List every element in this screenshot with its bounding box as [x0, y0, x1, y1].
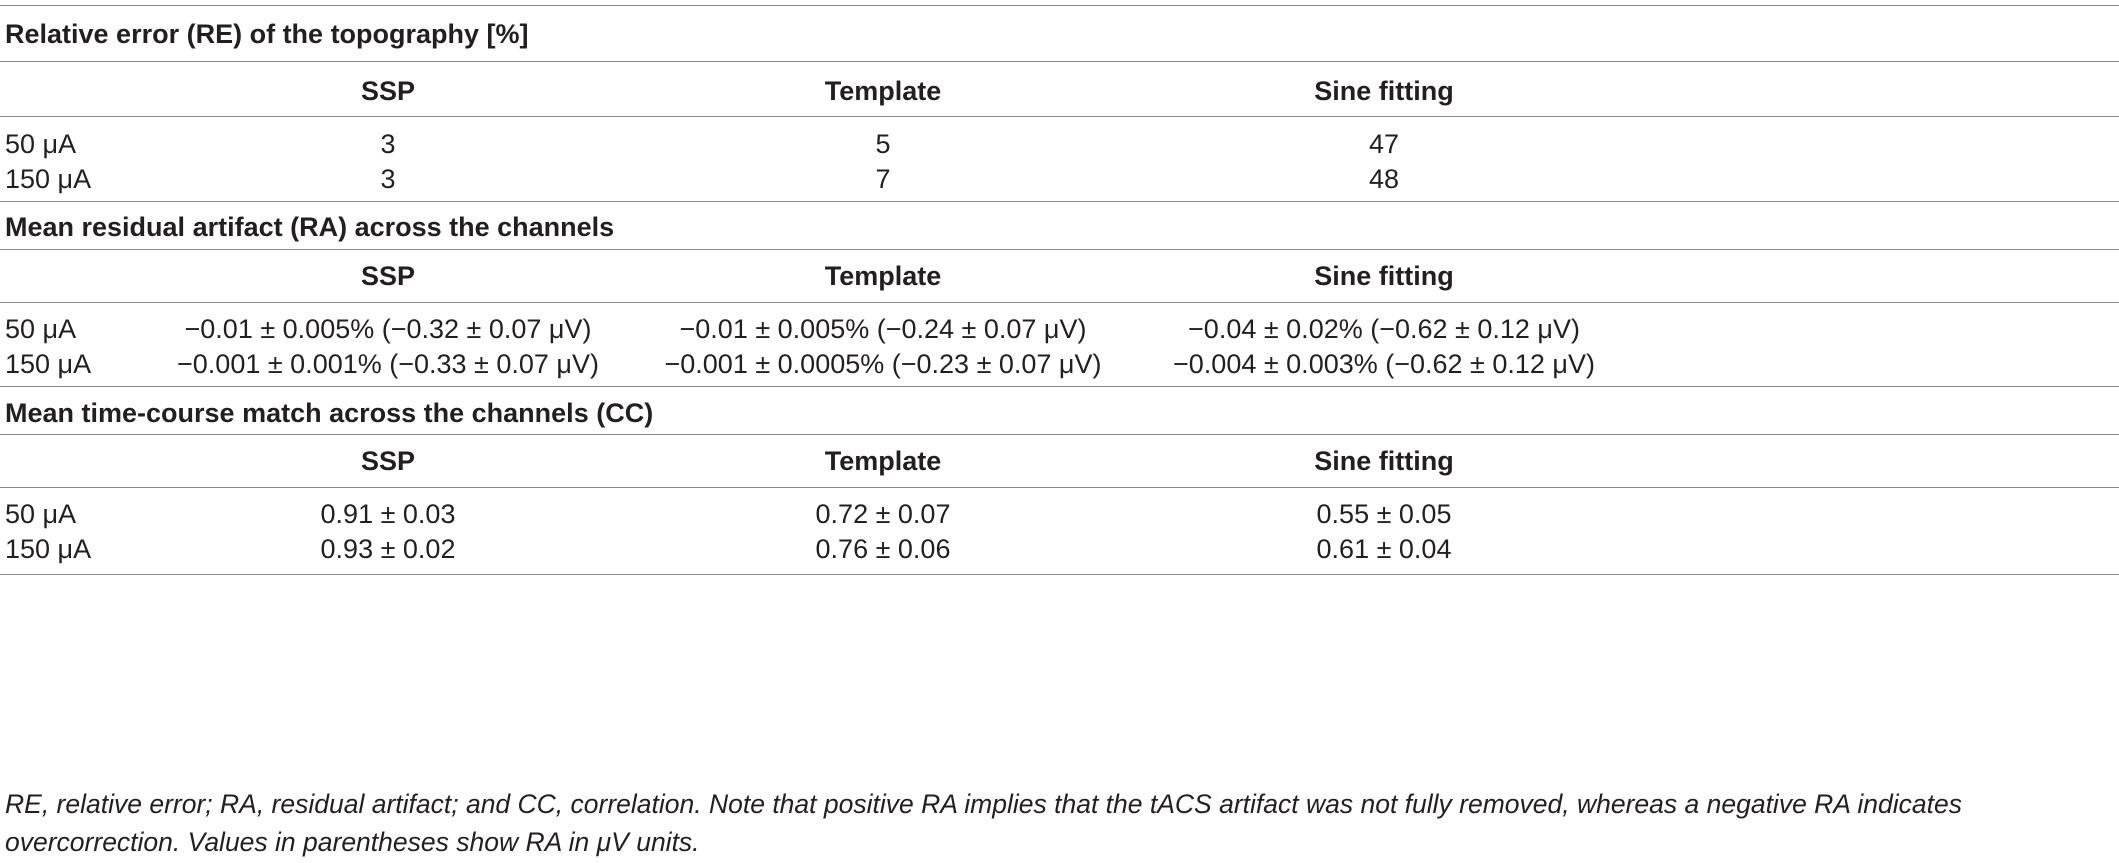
table-footnote: RE, relative error; RA, residual artifact; and CC, correlation. Note that positive RA implies that the tACS artifact was not fully removed, whereas a negative RA indicates overcorrection. Values in parentheses show RA in μV units. — [5, 789, 1962, 857]
table-cell: 47 — [1368, 129, 1400, 159]
table-cell: 0.61 ± 0.04 — [1316, 534, 1452, 564]
table-cell: −0.01 ± 0.005% (−0.32 ± 0.07 μV) — [184, 314, 592, 344]
column-header-sine-fitting: Sine fitting — [1314, 446, 1454, 476]
section-title-time-course-match: Mean time-course match across the channels (CC) — [5, 398, 654, 428]
column-header-ssp: SSP — [360, 261, 416, 291]
section-rule — [0, 386, 2119, 387]
table-top-rule — [0, 5, 2119, 6]
section-title-residual-artifact: Mean residual artifact (RA) across the channels — [5, 212, 615, 242]
table-cell: −0.04 ± 0.02% (−0.62 ± 0.12 μV) — [1188, 314, 1580, 344]
table-cell: −0.01 ± 0.005% (−0.24 ± 0.07 μV) — [679, 314, 1087, 344]
row-label-50ua: 50 μA — [5, 129, 77, 159]
table-cell: 3 — [380, 164, 396, 194]
column-header-template: Template — [824, 261, 942, 291]
section-rule — [0, 61, 2119, 62]
row-label-50ua: 50 μA — [5, 499, 77, 529]
row-label-50ua: 50 μA — [5, 314, 77, 344]
section-rule — [0, 201, 2119, 202]
table-cell: 0.76 ± 0.06 — [815, 534, 951, 564]
header-rule — [0, 302, 2119, 303]
table-cell: −0.001 ± 0.001% (−0.33 ± 0.07 μV) — [177, 349, 599, 379]
table-cell: 0.91 ± 0.03 — [320, 499, 456, 529]
column-header-ssp: SSP — [360, 446, 416, 476]
table-cell: 48 — [1368, 164, 1400, 194]
table-cell: 3 — [380, 129, 396, 159]
table-cell: 0.93 ± 0.02 — [320, 534, 456, 564]
row-label-150ua: 150 μA — [5, 534, 92, 564]
row-label-150ua: 150 μA — [5, 164, 92, 194]
column-header-template: Template — [824, 76, 942, 106]
table-cell: 5 — [875, 129, 891, 159]
section-rule — [0, 249, 2119, 250]
section-rule — [0, 434, 2119, 435]
header-rule — [0, 116, 2119, 117]
column-header-sine-fitting: Sine fitting — [1314, 76, 1454, 106]
header-rule — [0, 487, 2119, 488]
column-header-sine-fitting: Sine fitting — [1314, 261, 1454, 291]
table-cell: 0.55 ± 0.05 — [1316, 499, 1452, 529]
table-cell: −0.004 ± 0.003% (−0.62 ± 0.12 μV) — [1173, 349, 1595, 379]
row-label-150ua: 150 μA — [5, 349, 92, 379]
section-title-relative-error: Relative error (RE) of the topography [%] — [5, 19, 529, 49]
column-header-ssp: SSP — [360, 76, 416, 106]
table-cell: −0.001 ± 0.0005% (−0.23 ± 0.07 μV) — [664, 349, 1102, 379]
table-cell: 0.72 ± 0.07 — [815, 499, 951, 529]
table-bottom-rule — [0, 574, 2119, 575]
table-cell: 7 — [875, 164, 891, 194]
column-header-template: Template — [824, 446, 942, 476]
